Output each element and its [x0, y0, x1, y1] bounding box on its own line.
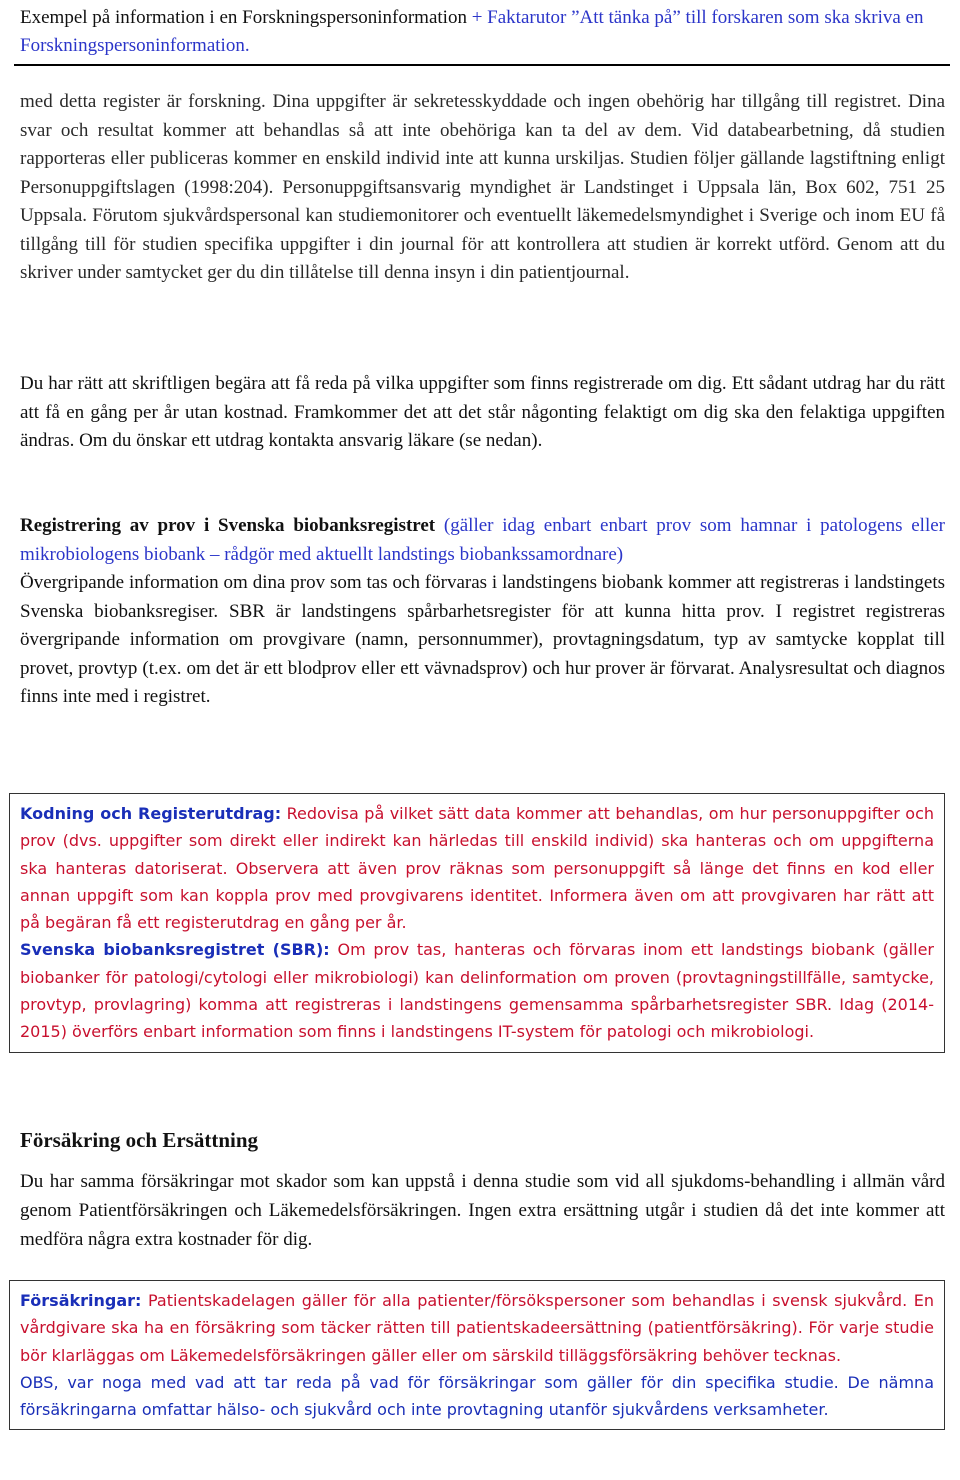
- box-text-forsakringar: Patientskadelagen gäller för alla patienter/försökspersoner som behandlas i svensk sjukvård. En vårdgivare ska ha en försäkring som täcker rätten till patientskadeersättning (patientförsäkring). För varje studie bör klarläggas om Läkemedelsförsäkringen gäller eller om särskild tilläggsförsäkring behöver tecknas.: [20, 1291, 934, 1365]
- header-subtitle: + Faktarutor ”Att tänka på” till forskaren som ska skriva en Forskningspersoninformation.: [20, 7, 924, 56]
- section-note-registrering: (gäller idag enbart enbart prov som hamnar i patologens eller mikrobiologens biobank – rådgör med aktuellt landstings biobankssamordnare): [20, 515, 945, 565]
- section-registrering: [20, 512, 945, 712]
- box-text-sbr: Om prov tas, hanteras och förvaras inom ett landstings biobank (gäller biobanker för patologi/cytologi eller mikrobiologi) kan delinformation om proven (provtagningstillfälle, samtycke, provtyp, provlagring) komma att registreras i landstingens gemensamma spårbarhetsregister SBR. Idag (2014-2015) överförs enbart information som finns i landstingens IT-system för patologi och mikrobiologi.: [20, 940, 934, 1042]
- paragraph-register-info: med detta register är forskning. Dina uppgifter är sekretesskyddade och ingen obehörig har tillgång till registret. Dina svar och resultat kommer att behandlas så att inte obehöriga kan ta del av dem. Vid databearbetning, då studien rapporteras eller publiceras kommer en enskild individ inte att kunna urskiljas. Studien följer gällande lagstiftning enligt Personuppgiftslagen (1998:204). Personuppgiftsansvarig myndighet är Landstinget i Uppsala län, Box 602, 751 25 Uppsala. Förutom sjukvårdspersonal kan studiemonitorer och eventuellt läkemedelsmyndighet i Sverige och inom EU få tillgång till för studien specifika uppgifter i din journal för att kontrollera att studien är korrekt utförd. Genom att du skriver under samtycket ger du din tillåtelse till denna insyn i din patientjournal.: [20, 91, 945, 283]
- section-title-forsakring: Försäkring och Ersättning: [20, 1128, 259, 1152]
- box-paragraph-sbr: [20, 936, 934, 1045]
- box-paragraph-forsakringar: [20, 1287, 934, 1369]
- box-paragraph-kodning: [20, 800, 934, 936]
- section-body-forsakring: Du har samma försäkringar mot skador som kan uppstå i denna studie som vid all sjukdoms-behandling i allmän vård genom Patientförsäkringen och Läkemedelsförsäkringen. Ingen extra ersättning utgår i studien då det inte kommer att medföra några extra kostnader för dig.: [20, 1171, 945, 1250]
- box-text-kodning: Redovisa på vilket sätt data kommer att behandlas, om hur personuppgifter och prov (dvs. uppgifter som direkt eller indirekt kan härledas till enskild individ) ska hanteras och om uppgifterna ska hanteras datoriserat. Observera att även prov räknas som personuppgift så länge det finns en kod eller annan uppgift som kan koppla prov med provgivarens identitet. Informera även om att provgivaren har rätt att på begäran få ett registerutdrag en gång per år.: [20, 804, 935, 933]
- paragraph-registerutdrag: Du har rätt att skriftligen begära att få reda på vilka uppgifter som finns registrerade om dig. Ett sådant utdrag har du rätt att få en gång per år utan kostnad. Framkommer det att det står någonting felaktigt om dig ska den felaktiga uppgiften ändras. Om du önskar ett utdrag kontakta ansvarig läkare (se nedan).: [20, 373, 945, 451]
- page-header: [20, 4, 945, 60]
- box-obs-note: OBS, var noga med vad att tar reda på vad för försäkringar som gäller för din specifika studie. De nämna försäkringarna omfattar hälso- och sjukvård och inte provtagning utanför sjukvårdens verksamheter.: [20, 1372, 934, 1420]
- box-label-sbr: Svenska biobanksregistret (SBR):: [20, 940, 330, 960]
- info-box-kodning: [9, 793, 945, 1053]
- header-title: Exempel på information i en Forskningspersoninformation: [20, 7, 467, 28]
- box-label-kodning: Kodning och Registerutdrag:: [20, 804, 282, 823]
- info-box-forsakringar: [9, 1280, 945, 1430]
- header-divider: [14, 64, 950, 66]
- box-label-forsakringar: Försäkringar:: [20, 1291, 142, 1310]
- section-body-registrering: Övergripande information om dina prov som tas och förvaras i landstingens biobank kommer att registreras i landstingets Svenska biobanksregiser. SBR är landstingens spårbarhetsregister för att kunna hitta prov. I registret registreras övergripande information om provgivare (namn, personnummer), provtagningsdatum, typ av samtycke kopplat till provet, provtyp (t.ex. om det är ett blodprov eller ett vävnadsprov) och hur prover är förvarat. Analysresultat och diagnos finns inte med i registret.: [20, 572, 945, 707]
- section-title-registrering: Registrering av prov i Svenska biobanksregistret: [20, 515, 436, 536]
